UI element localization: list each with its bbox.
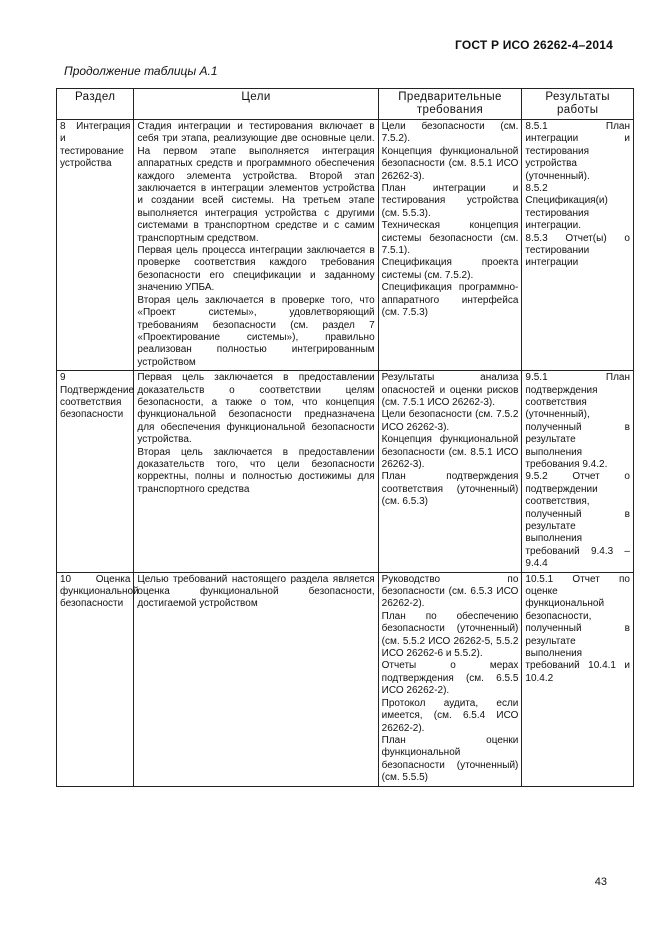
prerequisite-item: Результаты анализа опасностей и оценки рисков (см. 7.5.1 ИСО 26262-3). xyxy=(381,372,519,408)
goals-cell xyxy=(134,120,378,371)
table-header-row xyxy=(57,89,634,120)
section-cell xyxy=(57,572,139,786)
goals-cell xyxy=(134,572,378,786)
results-cell xyxy=(522,120,634,371)
prerequisites-cell xyxy=(378,371,522,573)
prerequisite-item: Протокол аудита, если имеется, (см. 6.5.4 ИСО 26262-2). xyxy=(381,697,519,734)
prerequisite-item: План подтверждения соответствия (уточненный) (см. 6.5.3) xyxy=(381,471,519,508)
section-cell xyxy=(57,120,134,371)
prerequisite-item: Спецификация программно-аппаратного интерфейса (см. 7.5.3) xyxy=(381,282,519,319)
section-cell xyxy=(57,371,134,573)
prerequisite-item: Концепция функциональной безопасности (см. 8.5.1 ИСО 26262-3). xyxy=(381,434,519,470)
goal-paragraph: Целью требований настоящего раздела является оценка функциональной безопасности, достигаемой устройством xyxy=(137,573,375,610)
column-header-section: Раздел xyxy=(57,89,134,120)
prerequisite-item: План оценки функциональной безопасности (уточненный) (см. 5.5.5) xyxy=(381,734,519,784)
result-item: 8.5.1 План интеграции и тестирования устройства (уточненный). xyxy=(525,121,630,182)
requirements-table xyxy=(56,88,634,787)
result-item: 8.5.3 Отчет(ы) о тестировании интеграции xyxy=(525,232,630,269)
goal-paragraph: Стадия интеграции и тестирования включает в себя три этапа, реализующие две основные цели. На первом этапе выполняется интеграция аппаратных средств и программного обеспечения каждого элемента устройства. Второй этап заключается в интеграции элементов устройства и создании всей системы. На третьем этапе выполняется интеграция устройства с другими системами в транспортном средстве и с самим транспортным средством. xyxy=(137,121,375,244)
prerequisite-item: План по обеспечению безопасности (уточненный) (см. 5.5.2 ИСО 26262-5, 5.5.2 ИСО 26262-6 и 5.5.2). xyxy=(381,610,519,660)
page-number: 43 xyxy=(594,876,607,888)
prerequisites-cell xyxy=(378,572,522,786)
table-row xyxy=(57,120,634,371)
prerequisite-item: Цели безопасности (см. 7.5.2 ИСО 26262-3). xyxy=(381,409,519,433)
section-text: 9 Подтверждение соответствия безопасности xyxy=(60,372,135,421)
result-item: 10.5.1 Отчет по оценке функциональной безопасности, полученный в результате выполнения требований 10.4.1 и 10.4.2 xyxy=(525,573,630,684)
column-header-prerequisites: Предварительные требования xyxy=(378,89,522,120)
goal-paragraph: Первая цель процесса интеграции заключается в проверке соответствия каждого требования безопасности его спецификации и заданному значению УПБА. xyxy=(137,245,375,294)
goal-paragraph: Вторая цель заключается в проверке того, что «Проект системы», удовлетворяющий требованиям безопасности (см. раздел 7 «Проектирование системы»), правильно реализован полностью интегрированным устройством xyxy=(137,294,375,368)
section-text: 8 Интеграция и тестирование устройства xyxy=(60,121,131,170)
prerequisite-item: Отчеты о мерах подтверждения (см. 6.5.5 ИСО 26262-2). xyxy=(381,660,519,697)
table-continuation-caption: Продолжение таблицы А.1 xyxy=(64,64,218,78)
prerequisite-item: Техническая концепция системы безопасности (см. 7.5.1). xyxy=(381,220,519,257)
prerequisite-item: Цели безопасности (см. 7.5.2). xyxy=(381,121,519,145)
prerequisite-item: Руководство по безопасности (см. 6.5.3 ИСО 26262-2). xyxy=(381,573,519,610)
results-cell xyxy=(522,371,634,573)
result-item: 8.5.2 Спецификация(и) тестирования интеграции. xyxy=(525,183,608,232)
prerequisite-item: Концепция функциональной безопасности (см. 8.5.1 ИСО 26262-3). xyxy=(381,145,519,182)
goal-paragraph: Первая цель заключается в предоставлении доказательств о соответствии целям безопасности, а также о том, что концепция функциональной безопасности предназначена для обеспечения функциональной безопасности устройства. xyxy=(137,372,375,446)
goal-paragraph: Вторая цель заключается в предоставлении доказательств того, что цели безопасности корректны, полны и полностью достижимы для транспортного средства xyxy=(137,446,375,495)
results-cell xyxy=(522,572,634,786)
column-header-results: Результаты работы xyxy=(522,89,634,120)
prerequisite-item: План интеграции и тестирования устройства (см. 5.5.3). xyxy=(381,183,519,219)
column-header-goals: Цели xyxy=(134,89,378,120)
goals-cell xyxy=(134,371,378,573)
standard-designation: ГОСТ Р ИСО 26262-4–2014 xyxy=(454,38,613,52)
result-item: 9.5.2 Отчет о подтверждении соответствия, полученный в результате выполнения требований 9.4.3 – 9.4.4 xyxy=(525,471,630,570)
table-row xyxy=(57,572,634,786)
table-row xyxy=(57,371,634,573)
prerequisites-cell xyxy=(378,120,522,371)
result-item: 9.5.1 План подтверждения соответствия (уточненный), полученный в результате выполнения требования 9.4.2. xyxy=(525,372,630,470)
prerequisite-item: Спецификация проекта системы (см. 7.5.2). xyxy=(381,257,519,281)
section-text: 10 Оценка функциональной безопасности xyxy=(60,573,139,610)
